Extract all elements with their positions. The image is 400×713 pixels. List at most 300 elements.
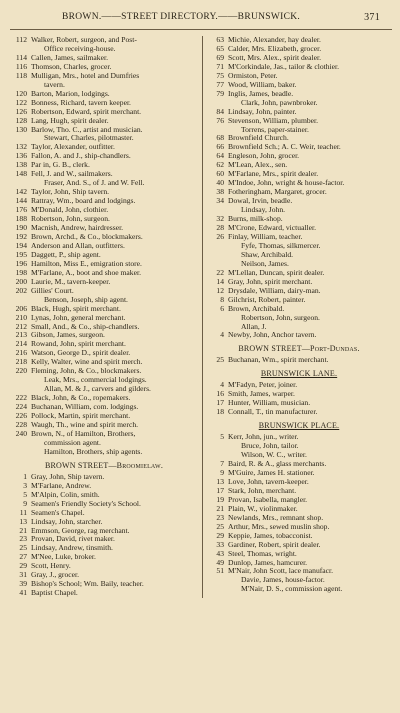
directory-entry (207, 496, 391, 505)
entry-text: M'Corkindale, Jas., tailor & clothier. (228, 62, 340, 71)
house-number: 34 (216, 197, 224, 206)
directory-entry (207, 287, 391, 296)
directory-entry (10, 206, 198, 215)
entry-text: Watson, George D., spirit dealer. (31, 349, 131, 358)
directory-entry (10, 430, 198, 439)
directory-entry (207, 170, 391, 179)
entry-text: Lindsay, John. (241, 206, 286, 215)
entry-text: Walker, Robert, surgeon, and Post- (31, 36, 137, 44)
house-number: 136 (15, 152, 27, 161)
entry-text: Rattray, Wm., board and lodgings. (31, 197, 136, 206)
house-number: 13 (19, 517, 27, 526)
directory-entry (207, 251, 391, 260)
house-number: 31 (19, 571, 27, 580)
directory-entry (10, 278, 198, 287)
directory-entry (207, 233, 391, 242)
entry-text: Steel, Thomas, wright. (228, 549, 297, 558)
entry-text: Newlands, Mrs., remnant shop. (228, 513, 324, 522)
house-number: 65 (216, 44, 224, 53)
entry-text: Black, Hugh, spirit merchant. (31, 304, 121, 313)
entry-text: M'Farlane, A., boot and shoe maker. (31, 268, 141, 277)
house-number: 216 (15, 349, 27, 358)
directory-entry (207, 399, 391, 408)
directory-entry (10, 126, 198, 135)
entry-text: Rowand, John, spirit merchant. (31, 340, 126, 349)
entry-text: Thomson, Charles, grocer. (31, 62, 112, 71)
directory-entry (10, 233, 198, 242)
house-number: 194 (15, 241, 27, 250)
entry-text: Lynas, John, general merchant. (31, 313, 126, 322)
entry-text: Fotheringham, Margaret, grocer. (228, 188, 327, 197)
house-number: 118 (15, 71, 27, 80)
directory-entry (10, 90, 198, 99)
right-column (202, 36, 391, 598)
directory-entry (10, 108, 198, 117)
house-number: 213 (15, 331, 27, 340)
house-number: 13 (216, 477, 224, 486)
entry-text: M'Indoe, John, wright & house-factor. (228, 179, 345, 188)
entry-text: Shaw, Archibald. (241, 250, 294, 259)
directory-entry (10, 296, 198, 305)
house-number: 214 (15, 340, 27, 349)
house-number: 21 (216, 504, 224, 513)
house-number: 21 (19, 526, 27, 535)
entry-text: Dowal, Irvin, beadle. (228, 197, 293, 206)
directory-entry (10, 179, 198, 188)
directory-entry (207, 356, 391, 365)
house-number: 220 (15, 367, 27, 376)
entry-text: Robertson, John, surgeon. (31, 215, 110, 224)
entry-text: Fraser, And. S., of J. and W. Fell. (44, 179, 145, 188)
entry-text: Finlay, William, teacher. (228, 232, 303, 241)
house-number: 6 (220, 304, 224, 313)
house-number: 43 (216, 549, 224, 558)
entry-text: Seamen's Chapel. (31, 508, 85, 517)
directory-entry (10, 188, 198, 197)
entry-text: M'Lean, Alex., sen. (228, 161, 288, 170)
entry-text: Smith, James, warper. (228, 390, 295, 399)
entry-text: Brownfield Sch.; A. C. Weir, teacher. (228, 143, 341, 152)
directory-entry (207, 460, 391, 469)
entry-text: Burns, milk-shop. (228, 215, 283, 224)
entry-text: Provan, David, rivet maker. (31, 535, 115, 544)
entry-text: Benson, Joseph, ship agent. (44, 295, 128, 304)
directory-entry (10, 571, 198, 580)
entry-text: M'Fadyn, Peter, joiner. (228, 381, 298, 390)
directory-entry (10, 287, 198, 296)
entry-text: Gibson, James, surgeon. (31, 331, 105, 340)
entry-text: Fell, J. and W., sailmakers. (31, 170, 113, 179)
directory-entry (207, 161, 391, 170)
entry-text: M'Farlane, Mrs., spirit dealer. (228, 170, 319, 179)
directory-entry (10, 376, 198, 385)
directory-entry (10, 72, 198, 81)
house-number: 66 (216, 143, 224, 152)
entry-text: Taylor, John, Ship tavern. (31, 188, 110, 197)
entry-text: M'Farlane, Andrew. (31, 481, 92, 490)
directory-entry (207, 36, 391, 45)
directory-entry (207, 134, 391, 143)
entry-text: Stark, John, merchant. (228, 486, 297, 495)
entry-text: Pollock, Martin, spirit merchant. (31, 412, 131, 421)
directory-entry (10, 81, 198, 90)
house-number: 63 (216, 36, 224, 44)
directory-entry (10, 215, 198, 224)
house-number: 77 (216, 80, 224, 89)
house-number: 9 (220, 468, 224, 477)
entry-text: Wilson, W. C., writer. (241, 451, 307, 460)
house-number: 79 (216, 89, 224, 98)
entry-text: Gray, John, spirit merchant. (228, 277, 313, 286)
house-number: 64 (216, 152, 224, 161)
house-number: 84 (216, 107, 224, 116)
left-column (10, 36, 198, 598)
entry-text: Arthur, Mrs., sewed muslin shop. (228, 522, 330, 531)
entry-text: Buchanan, Wm., spirit merchant. (228, 356, 329, 365)
house-number: 196 (15, 259, 27, 268)
directory-entry (10, 473, 198, 482)
directory-entry (207, 305, 391, 314)
directory-entry (10, 535, 198, 544)
entry-text: M'Nee, Luke, broker. (31, 553, 96, 562)
house-number: 176 (15, 206, 27, 215)
house-number: 195 (15, 250, 27, 259)
house-number: 228 (15, 420, 27, 429)
directory-entry (207, 152, 391, 161)
directory-entry (207, 206, 391, 215)
house-number: 40 (216, 179, 224, 188)
house-number: 148 (15, 170, 27, 179)
entry-text: Engleson, John, grocer. (228, 152, 300, 161)
entry-text: M'Crone, Edward, victualler. (228, 224, 317, 233)
house-number: 126 (15, 107, 27, 116)
directory-entry (207, 408, 391, 417)
house-number: 25 (216, 522, 224, 531)
directory-entry (207, 126, 391, 135)
house-number: 114 (15, 53, 27, 62)
entry-text: Laurie, M., tavern-keeper. (31, 277, 111, 286)
entry-text: Anderson and Allan, outfitters. (31, 241, 125, 250)
entry-text: Torrens, paper-stainer. (241, 125, 309, 134)
entry-text: Callen, James, sailmaker. (31, 53, 108, 62)
entry-text: Taylor, Alexander, outfitter. (31, 143, 115, 152)
entry-text: Bruce, John, tailor. (241, 442, 299, 451)
directory-entry (10, 197, 198, 206)
house-number: 218 (15, 358, 27, 367)
house-number: 19 (216, 495, 224, 504)
directory-entry (207, 296, 391, 305)
house-number: 138 (15, 161, 27, 170)
house-number: 112 (15, 36, 27, 44)
directory-entry (207, 478, 391, 487)
house-number: 200 (15, 277, 27, 286)
house-number: 5 (23, 490, 27, 499)
directory-entry (10, 412, 198, 421)
entry-text: Wood, William, baker. (228, 80, 297, 89)
directory-entry (207, 585, 391, 594)
house-number: 29 (216, 531, 224, 540)
entry-text: Gardiner, Robert, spirit dealer. (228, 540, 321, 549)
entry-text: Allan, M. & J., carvers and gilders. (44, 385, 151, 394)
entry-text: Fleming, John, & Co., blockmakers. (31, 367, 142, 376)
entry-text: Par in, G. B., clerk. (31, 161, 90, 170)
directory-entry (10, 323, 198, 332)
directory-entry (207, 433, 391, 442)
entry-text: Macnish, Andrew, hairdresser. (31, 224, 124, 233)
entry-text: Lang, Hugh, spirit dealer. (31, 116, 109, 125)
house-number: 202 (15, 286, 27, 295)
directory-entry (10, 448, 198, 457)
house-number: 9 (23, 499, 27, 508)
entry-text: Kerr, John, jun., writer. (228, 433, 299, 442)
directory-entry (207, 99, 391, 108)
house-number: 17 (216, 486, 224, 495)
house-number: 210 (15, 313, 27, 322)
house-number: 41 (19, 589, 27, 598)
entry-text: Davie, James, house-factor. (241, 576, 325, 585)
entry-text: Brown, Archd., & Co., blockmakers. (31, 232, 143, 241)
house-number: 75 (216, 71, 224, 80)
entry-text: Kelly, Walter, wine and spirit merch. (31, 358, 143, 367)
directory-entry (207, 550, 391, 559)
entry-text: Dunlop, James, hamcurer. (228, 558, 308, 567)
entry-text: Lindsay, John, painter. (228, 107, 297, 116)
house-number: 14 (216, 277, 224, 286)
house-number: 190 (15, 224, 27, 233)
entry-text: commission agent. (44, 438, 101, 447)
entry-text: M'Guire, James H. stationer. (228, 468, 315, 477)
directory-entry (207, 81, 391, 90)
entry-text: Hunter, William, musician. (228, 399, 311, 408)
house-number: 23 (19, 535, 27, 544)
entry-text: Leak, Mrs., commercial lodgings. (44, 376, 147, 385)
section-heading: BRUNSWICK PLACE. (258, 421, 340, 431)
entry-text: M'Donald, John, clothier. (31, 206, 109, 215)
directory-entry (10, 161, 198, 170)
section-heading: BROWN STREET—Broomielaw. (44, 460, 164, 470)
directory-entry (10, 509, 198, 518)
directory-entry (207, 390, 391, 399)
house-number: 33 (216, 540, 224, 549)
house-number: 76 (216, 116, 224, 125)
directory-entry (207, 54, 391, 63)
house-number: 26 (216, 232, 224, 241)
entry-text: Inglis, James, beadle. (228, 89, 294, 98)
house-number: 69 (216, 53, 224, 62)
directory-entry (10, 589, 198, 598)
directory-entry (10, 580, 198, 589)
entry-text: Gillies' Court. (31, 286, 74, 295)
house-number: 226 (15, 412, 27, 421)
directory-entry (10, 518, 198, 527)
directory-entry (207, 469, 391, 478)
directory-entry (10, 54, 198, 63)
house-number: 144 (15, 197, 27, 206)
entry-text: Stevenson, William, plumber. (228, 116, 319, 125)
house-number: 32 (216, 215, 224, 224)
house-number: 132 (15, 143, 27, 152)
directory-entry (207, 278, 391, 287)
directory-entry (207, 541, 391, 550)
entry-text: Emmson, George, rag merchant. (31, 526, 130, 535)
entry-text: Gray, J., grocer. (31, 571, 80, 580)
directory-entry (207, 451, 391, 460)
directory-entry (207, 242, 391, 251)
directory-entry (10, 99, 198, 108)
directory-entry (10, 500, 198, 509)
directory-entry (10, 134, 198, 143)
entry-text: Scott, Henry. (31, 562, 71, 571)
directory-entry (207, 567, 391, 576)
directory-entry (10, 314, 198, 323)
directory-entry (10, 544, 198, 553)
directory-entry (10, 152, 198, 161)
house-number: 11 (19, 508, 27, 517)
house-number: 198 (15, 268, 27, 277)
entry-text: Newby, John, Anchor tavern. (228, 331, 317, 340)
directory-entry (10, 553, 198, 562)
house-number: 4 (220, 331, 224, 340)
house-number: 29 (19, 562, 27, 571)
directory-entry (10, 394, 198, 403)
directory-entry (207, 63, 391, 72)
house-number: 18 (216, 408, 224, 417)
house-number: 38 (216, 188, 224, 197)
directory-entry (10, 143, 198, 152)
directory-entry (10, 36, 198, 45)
entry-text: Bishop's School; Wm. Baily, teacher. (31, 580, 144, 589)
directory-entry (10, 491, 198, 500)
directory-entry (10, 349, 198, 358)
entry-text: Drysdale, William, dairy-man. (228, 286, 321, 295)
directory-entry (207, 215, 391, 224)
directory-entry (10, 562, 198, 571)
directory-entry (207, 331, 391, 340)
house-number: 120 (15, 89, 27, 98)
directory-entry (10, 170, 198, 179)
directory-entry (207, 514, 391, 523)
directory-entry (10, 439, 198, 448)
entry-text: M'Alpin, Colin, smith. (31, 490, 100, 499)
entry-text: Small, And., & Co., ship-chandlers. (31, 322, 140, 331)
house-number: 142 (15, 188, 27, 197)
directory-entry (207, 90, 391, 99)
entry-text: Fallon, A. and J., ship-chandlers. (31, 152, 131, 161)
house-number: 49 (216, 558, 224, 567)
section-heading: BRUNSWICK LANE. (260, 369, 338, 379)
house-number: 23 (216, 513, 224, 522)
columns (10, 36, 392, 598)
directory-entry (10, 340, 198, 349)
house-number: 212 (15, 322, 27, 331)
directory-entry (207, 442, 391, 451)
entry-text: Love, John, tavern-keeper. (228, 477, 309, 486)
directory-entry (10, 269, 198, 278)
house-number: 3 (23, 481, 27, 490)
house-number: 4 (220, 381, 224, 390)
directory-entry (207, 314, 391, 323)
entry-text: Office receiving-house. (44, 44, 116, 53)
entry-text: M'Lellan, Duncan, spirit dealer. (228, 268, 325, 277)
directory-entry (207, 188, 391, 197)
directory-entry (10, 242, 198, 251)
directory-entry (10, 367, 198, 376)
directory-entry (207, 224, 391, 233)
directory-entry (207, 576, 391, 585)
house-number: 25 (19, 544, 27, 553)
entry-text: Ormiston, Peter. (228, 71, 278, 80)
entry-text: Gilchrist, Robert, painter. (228, 295, 306, 304)
house-number: 224 (15, 403, 27, 412)
directory-entry (207, 108, 391, 117)
house-number: 71 (216, 62, 224, 71)
house-number: 192 (15, 232, 27, 241)
directory-entry (10, 224, 198, 233)
house-number: 222 (15, 394, 27, 403)
entry-text: M'Nair, John Scott, lace manufacr. (228, 567, 334, 576)
entry-text: Baptist Chapel. (31, 589, 78, 598)
entry-text: Lindsay, John, starcher. (31, 517, 103, 526)
directory-entry (10, 331, 198, 340)
directory-entry (207, 260, 391, 269)
entry-text: tavern. (44, 80, 65, 89)
entry-text: Connall, T., tin manufacturer. (228, 408, 318, 417)
directory-entry (207, 72, 391, 81)
page-header (10, 12, 392, 28)
entry-text: Allan, J. (241, 322, 267, 331)
entry-text: Fyfe, Thomas, silkmercer. (241, 241, 321, 250)
entry-text: Brown, Archibald. (228, 304, 285, 313)
directory-entry (10, 527, 198, 536)
house-number: 68 (216, 134, 224, 143)
directory-entry (10, 63, 198, 72)
directory-entry (10, 482, 198, 491)
page-number: 371 (364, 12, 380, 23)
directory-entry (207, 45, 391, 54)
entry-text: Stewart, Charles, pilotmaster. (44, 134, 134, 143)
entry-text: Scott, Mrs. Alex., spirit dealer. (228, 53, 322, 62)
entry-text: Neilson, James. (241, 259, 289, 268)
house-number: 240 (15, 429, 27, 438)
directory-entry (10, 358, 198, 367)
entry-text: Keppie, James, tobacconist. (228, 531, 313, 540)
entry-text: Barton, Marion, lodgings. (31, 89, 110, 98)
running-head: BROWN.——STREET DIRECTORY.——BRUNSWICK. (62, 12, 301, 22)
directory-entry (10, 421, 198, 430)
directory-entry (207, 505, 391, 514)
section-heading: BROWN STREET—Port-Dundas. (238, 344, 360, 354)
entry-text: M'Nair, D. S., commission agent. (241, 585, 343, 594)
directory-entry (10, 117, 198, 126)
entry-text: Hamilton, Miss E., emigration store. (31, 259, 142, 268)
directory-entry (207, 179, 391, 188)
header-rule (10, 29, 392, 30)
house-number: 130 (15, 125, 27, 134)
entry-text: Plain, W., violinmaker. (228, 504, 298, 513)
directory-entry (207, 559, 391, 568)
house-number: 62 (216, 161, 224, 170)
entry-text: Michie, Alexander, hay dealer. (228, 36, 321, 44)
entry-text: Brownfield Church. (228, 134, 289, 143)
house-number: 60 (216, 170, 224, 179)
house-number: 28 (216, 224, 224, 233)
directory-entry (207, 523, 391, 532)
directory-entry (10, 251, 198, 260)
directory-entry (207, 143, 391, 152)
house-number: 128 (15, 116, 27, 125)
directory-entry (207, 323, 391, 332)
entry-text: Black, John, & Co., ropemakers. (31, 394, 131, 403)
